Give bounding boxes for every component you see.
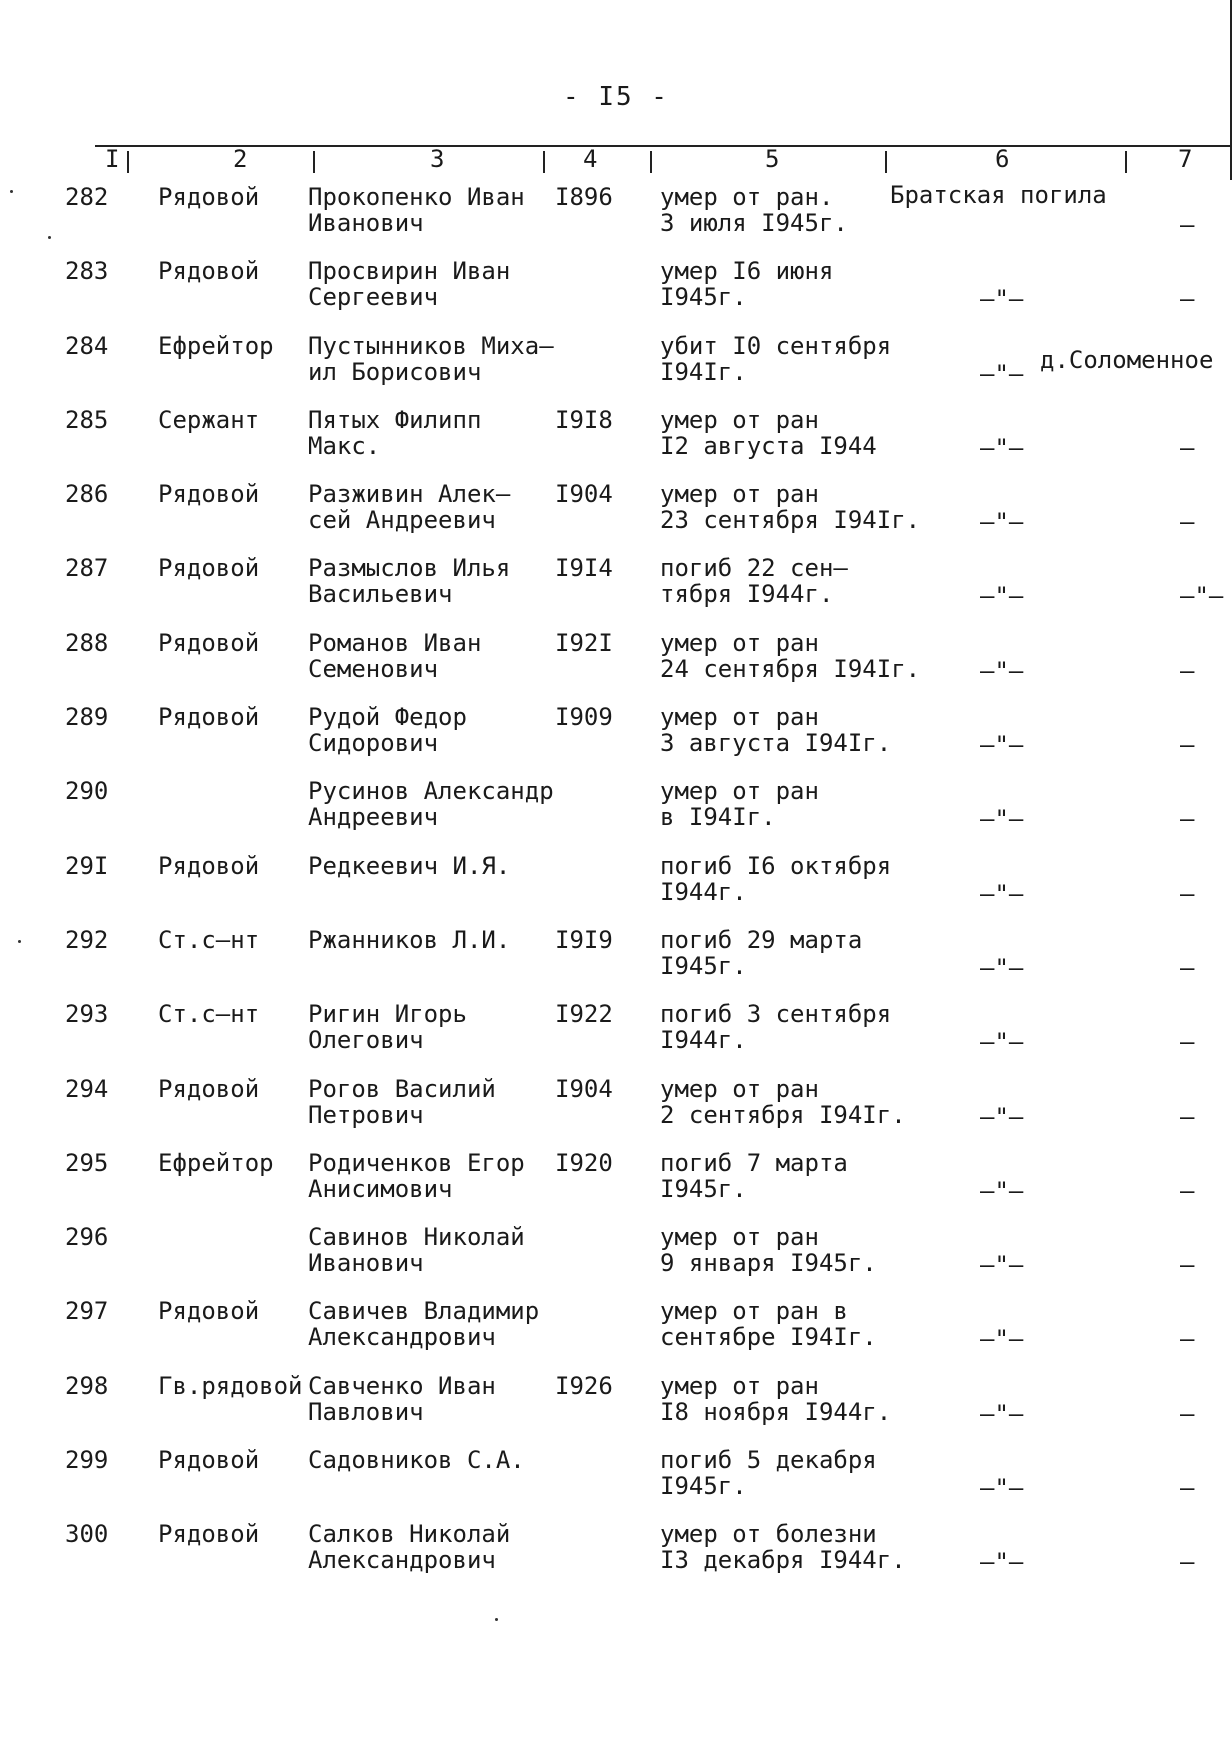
header-separator xyxy=(127,151,129,173)
entry-name: Ригин Игорь Олегович xyxy=(308,1000,467,1055)
entry-name: Савченко Иван Павлович xyxy=(308,1371,496,1426)
entry-fate: умер от ран в сентябре I94Iг. xyxy=(660,1297,877,1352)
entry-fate: умер от ран I8 ноября I944г. xyxy=(660,1371,892,1426)
table-row xyxy=(0,475,1232,549)
scan-speck xyxy=(18,940,21,943)
entry-place: – xyxy=(1180,1399,1195,1428)
entry-number: 292 xyxy=(65,925,109,954)
entry-number: 284 xyxy=(65,331,109,360)
entry-fate: убит I0 сентября I94Iг. xyxy=(660,331,892,386)
entry-fate: погиб 29 марта I945г. xyxy=(660,925,863,980)
header-col-4: 4 xyxy=(583,145,598,173)
entry-rank: Ст.с–нт xyxy=(158,1000,260,1029)
entry-name: Пустынников Миха– ил Борисович xyxy=(308,331,554,386)
entry-number: 29I xyxy=(65,851,109,880)
entry-birth-year: I9I8 xyxy=(555,405,613,434)
entry-place: д.Соломенное xyxy=(1040,345,1214,374)
entry-place: – xyxy=(1180,805,1195,834)
entry-place: – xyxy=(1180,211,1195,239)
entry-number: 283 xyxy=(65,257,109,286)
entry-number: 295 xyxy=(65,1148,109,1177)
entry-place: – xyxy=(1180,1474,1195,1503)
entry-number: 287 xyxy=(65,554,109,583)
entry-place: – xyxy=(1180,1176,1195,1205)
entry-place: – xyxy=(1180,1325,1195,1354)
entry-name: Рогов Василий Петрович xyxy=(308,1074,496,1129)
table-row xyxy=(0,401,1232,475)
table-row xyxy=(0,252,1232,326)
register-table xyxy=(0,178,1232,1590)
entry-place: –"– xyxy=(1180,582,1224,611)
entry-name: Садовников С.А. xyxy=(308,1446,525,1475)
entry-burial: –"– xyxy=(980,433,1024,462)
entry-burial: –"– xyxy=(980,1548,1024,1577)
entry-burial: Братская погила xyxy=(890,181,1107,209)
entry-rank: Рядовой xyxy=(158,851,260,880)
table-row xyxy=(0,178,1232,252)
entry-burial: –"– xyxy=(980,359,1024,388)
entry-fate: умер I6 июня I945г. xyxy=(660,257,834,312)
entry-rank: Гв.рядовой xyxy=(158,1371,303,1400)
entry-number: 286 xyxy=(65,480,109,509)
entry-name: Савинов Николай Иванович xyxy=(308,1223,525,1278)
table-row xyxy=(0,327,1232,401)
entry-number: 282 xyxy=(65,183,109,211)
table-row xyxy=(0,1070,1232,1144)
entry-rank: Рядовой xyxy=(158,1297,260,1326)
entry-number: 294 xyxy=(65,1074,109,1103)
entry-name: Салков Николай Александрович xyxy=(308,1520,511,1575)
table-row xyxy=(0,921,1232,995)
entry-number: 290 xyxy=(65,777,109,806)
entry-place: – xyxy=(1180,1102,1195,1131)
table-row xyxy=(0,995,1232,1069)
entry-burial: –"– xyxy=(980,1325,1024,1354)
entry-burial: –"– xyxy=(980,1102,1024,1131)
entry-birth-year: I909 xyxy=(555,703,613,732)
header-col-5: 5 xyxy=(765,145,780,173)
entry-number: 293 xyxy=(65,1000,109,1029)
entry-number: 300 xyxy=(65,1520,109,1549)
entry-place: – xyxy=(1180,1548,1195,1577)
entry-burial: –"– xyxy=(980,285,1024,314)
table-row xyxy=(0,698,1232,772)
entry-burial: –"– xyxy=(980,1251,1024,1280)
entry-birth-year: I920 xyxy=(555,1148,613,1177)
entry-fate: умер от ран 3 августа I94Iг. xyxy=(660,703,892,758)
header-separator xyxy=(650,151,652,173)
table-row xyxy=(0,624,1232,698)
entry-fate: умер от ран 24 сентября I94Iг. xyxy=(660,628,921,683)
entry-fate: умер от ран 2 сентября I94Iг. xyxy=(660,1074,906,1129)
entry-birth-year: I9I9 xyxy=(555,925,613,954)
scan-speck xyxy=(495,1618,498,1621)
entry-number: 288 xyxy=(65,628,109,657)
header-separator xyxy=(313,151,315,173)
entry-burial: –"– xyxy=(980,508,1024,537)
entry-rank: Рядовой xyxy=(158,703,260,732)
entry-fate: погиб 7 марта I945г. xyxy=(660,1148,848,1203)
header-col-1: I xyxy=(105,145,120,173)
scan-speck xyxy=(10,190,13,193)
entry-fate: умер от ран в I94Iг. xyxy=(660,777,819,832)
table-row xyxy=(0,1441,1232,1515)
entry-name: Романов Иван Семенович xyxy=(308,628,482,683)
entry-fate: погиб I6 октября I944г. xyxy=(660,851,892,906)
header-col-7: 7 xyxy=(1178,145,1193,173)
entry-place: – xyxy=(1180,433,1195,462)
entry-place: – xyxy=(1180,1251,1195,1280)
entry-rank: Рядовой xyxy=(158,183,260,211)
table-row xyxy=(0,1292,1232,1366)
entry-fate: умер от ран I2 августа I944 xyxy=(660,405,877,460)
entry-number: 285 xyxy=(65,405,109,434)
entry-rank: Рядовой xyxy=(158,480,260,509)
scan-speck xyxy=(48,236,51,239)
entry-rank: Рядовой xyxy=(158,257,260,286)
entry-birth-year: I896 xyxy=(555,183,613,211)
entry-name: Разживин Алек– сей Андреевич xyxy=(308,480,511,535)
entry-birth-year: I92I xyxy=(555,628,613,657)
entry-burial: –"– xyxy=(980,805,1024,834)
table-row xyxy=(0,772,1232,846)
header-separator xyxy=(1125,151,1127,173)
header-separator xyxy=(543,151,545,173)
header-separator xyxy=(885,151,887,173)
entry-place: – xyxy=(1180,508,1195,537)
entry-place: – xyxy=(1180,656,1195,685)
table-row xyxy=(0,847,1232,921)
entry-birth-year: I922 xyxy=(555,1000,613,1029)
table-header xyxy=(95,145,1232,177)
entry-fate: умер от ран 23 сентября I94Iг. xyxy=(660,480,921,535)
table-row xyxy=(0,1144,1232,1218)
entry-rank: Рядовой xyxy=(158,628,260,657)
table-row xyxy=(0,549,1232,623)
entry-name: Савичев Владимир Александрович xyxy=(308,1297,540,1352)
entry-number: 296 xyxy=(65,1223,109,1252)
entry-number: 299 xyxy=(65,1446,109,1475)
header-col-3: 3 xyxy=(430,145,445,173)
entry-place: – xyxy=(1180,879,1195,908)
entry-fate: погиб 22 сен– тября I944г. xyxy=(660,554,848,609)
entry-name: Ржанников Л.И. xyxy=(308,925,511,954)
entry-burial: –"– xyxy=(980,1176,1024,1205)
entry-rank: Рядовой xyxy=(158,1446,260,1475)
page-number: - I5 - xyxy=(563,82,669,112)
entry-name: Прокопенко Иван Иванович xyxy=(308,183,525,237)
entry-rank: Рядовой xyxy=(158,1520,260,1549)
entry-number: 289 xyxy=(65,703,109,732)
entry-rank: Ефрейтор xyxy=(158,1148,274,1177)
entry-name: Просвирин Иван Сергеевич xyxy=(308,257,511,312)
entry-burial: –"– xyxy=(980,1028,1024,1057)
entry-burial: –"– xyxy=(980,879,1024,908)
entry-fate: погиб 5 декабря I945г. xyxy=(660,1446,877,1501)
entry-place: – xyxy=(1180,285,1195,314)
entry-birth-year: I926 xyxy=(555,1371,613,1400)
entry-birth-year: I904 xyxy=(555,480,613,509)
table-row xyxy=(0,1367,1232,1441)
entry-burial: –"– xyxy=(980,953,1024,982)
entry-birth-year: I9I4 xyxy=(555,554,613,583)
table-row xyxy=(0,1515,1232,1589)
entry-rank: Ст.с–нт xyxy=(158,925,260,954)
entry-fate: погиб 3 сентября I944г. xyxy=(660,1000,892,1055)
entry-birth-year: I904 xyxy=(555,1074,613,1103)
entry-place: – xyxy=(1180,731,1195,760)
entry-name: Русинов Александр Андреевич xyxy=(308,777,554,832)
entry-name: Родиченков Егор Анисимович xyxy=(308,1148,525,1203)
entry-name: Рудой Федор Сидорович xyxy=(308,703,467,758)
entry-burial: –"– xyxy=(980,582,1024,611)
entry-burial: –"– xyxy=(980,731,1024,760)
entry-place: – xyxy=(1180,953,1195,982)
entry-fate: умер от ран 9 января I945г. xyxy=(660,1223,877,1278)
table-row xyxy=(0,1218,1232,1292)
entry-rank: Ефрейтор xyxy=(158,331,274,360)
entry-fate: умер от ран. 3 июля I945г. xyxy=(660,183,848,237)
entry-rank: Рядовой xyxy=(158,554,260,583)
entry-number: 298 xyxy=(65,1371,109,1400)
entry-rank: Сержант xyxy=(158,405,260,434)
entry-number: 297 xyxy=(65,1297,109,1326)
entry-rank: Рядовой xyxy=(158,1074,260,1103)
entry-burial: –"– xyxy=(980,1399,1024,1428)
entry-fate: умер от болезни I3 декабря I944г. xyxy=(660,1520,906,1575)
entry-name: Размыслов Илья Васильевич xyxy=(308,554,511,609)
entry-burial: –"– xyxy=(980,656,1024,685)
header-col-6: 6 xyxy=(995,145,1010,173)
header-col-2: 2 xyxy=(233,145,248,173)
entry-place: – xyxy=(1180,1028,1195,1057)
entry-name: Пятых Филипп Макс. xyxy=(308,405,482,460)
entry-name: Редкеевич И.Я. xyxy=(308,851,511,880)
entry-burial: –"– xyxy=(980,1474,1024,1503)
